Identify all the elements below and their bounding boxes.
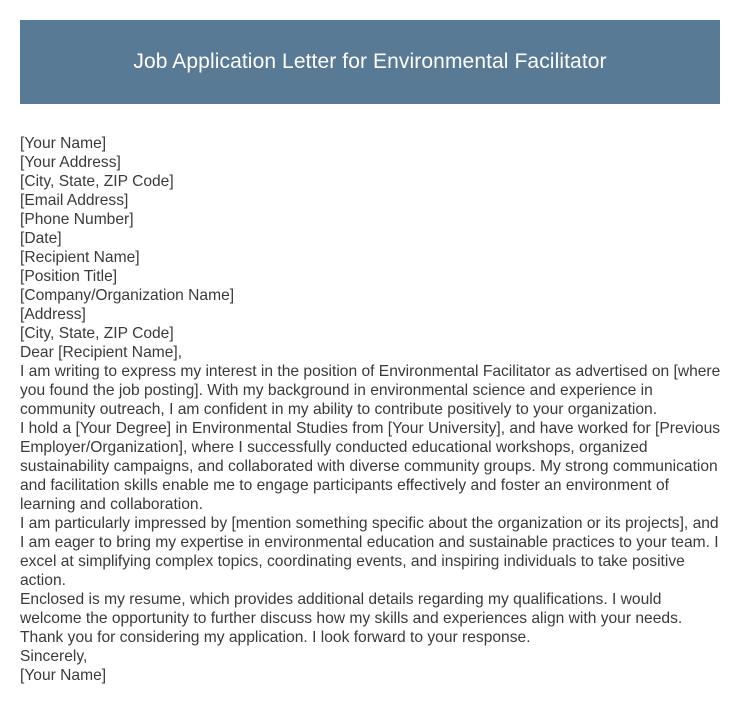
sender-phone: [Phone Number]: [20, 211, 134, 228]
salutation: Dear [Recipient Name],: [20, 344, 183, 361]
recipient-name: [Recipient Name]: [20, 249, 140, 266]
sender-address: [Your Address]: [20, 154, 121, 171]
letter-body: [20, 134, 722, 685]
letter-date: [Date]: [20, 230, 62, 247]
recipient-city-state-zip: [City, State, ZIP Code]: [20, 325, 174, 342]
paragraph-thanks: Thank you for considering my application. I look forward to your response.: [20, 629, 531, 646]
recipient-position: [Position Title]: [20, 268, 118, 285]
closing: Sincerely,: [20, 648, 88, 665]
paragraph-motivation: I am particularly impressed by [mention something specific about the organization or its projects], and I am eager to bring my expertise in environmental education and sustainable practices to your team. I excel at simplifying complex topics, coordinating events, and inspiring individuals to take positive action.: [20, 515, 719, 589]
sender-city-state-zip: [City, State, ZIP Code]: [20, 173, 174, 190]
recipient-organization: [Company/Organization Name]: [20, 287, 235, 304]
paragraph-experience: I hold a [Your Degree] in Environmental Studies from [Your University], and have worked for [Previous Employer/Organization], where I successfully conducted educational workshops, organized sustainability campaigns, and collaborated with diverse community groups. My strong communication and facilitation skills enable me to engage participants effectively and foster an environment of learning and collaboration.: [20, 420, 721, 513]
signature: [Your Name]: [20, 667, 107, 684]
sender-email: [Email Address]: [20, 192, 129, 209]
title-banner: [20, 20, 720, 104]
paragraph-intro: I am writing to express my interest in the position of Environmental Facilitator as advertised on [where you found the job posting]. With my background in environmental science and experience in community outreach, I am confident in my ability to contribute positively to your organization.: [20, 363, 721, 418]
recipient-address: [Address]: [20, 306, 86, 323]
page-title: Job Application Letter for Environmental Facilitator: [133, 50, 607, 73]
sender-name: [Your Name]: [20, 135, 107, 152]
paragraph-enclosure: Enclosed is my resume, which provides additional details regarding my qualifications. I would welcome the opportunity to further discuss how my skills and experiences align with your needs.: [20, 591, 683, 627]
